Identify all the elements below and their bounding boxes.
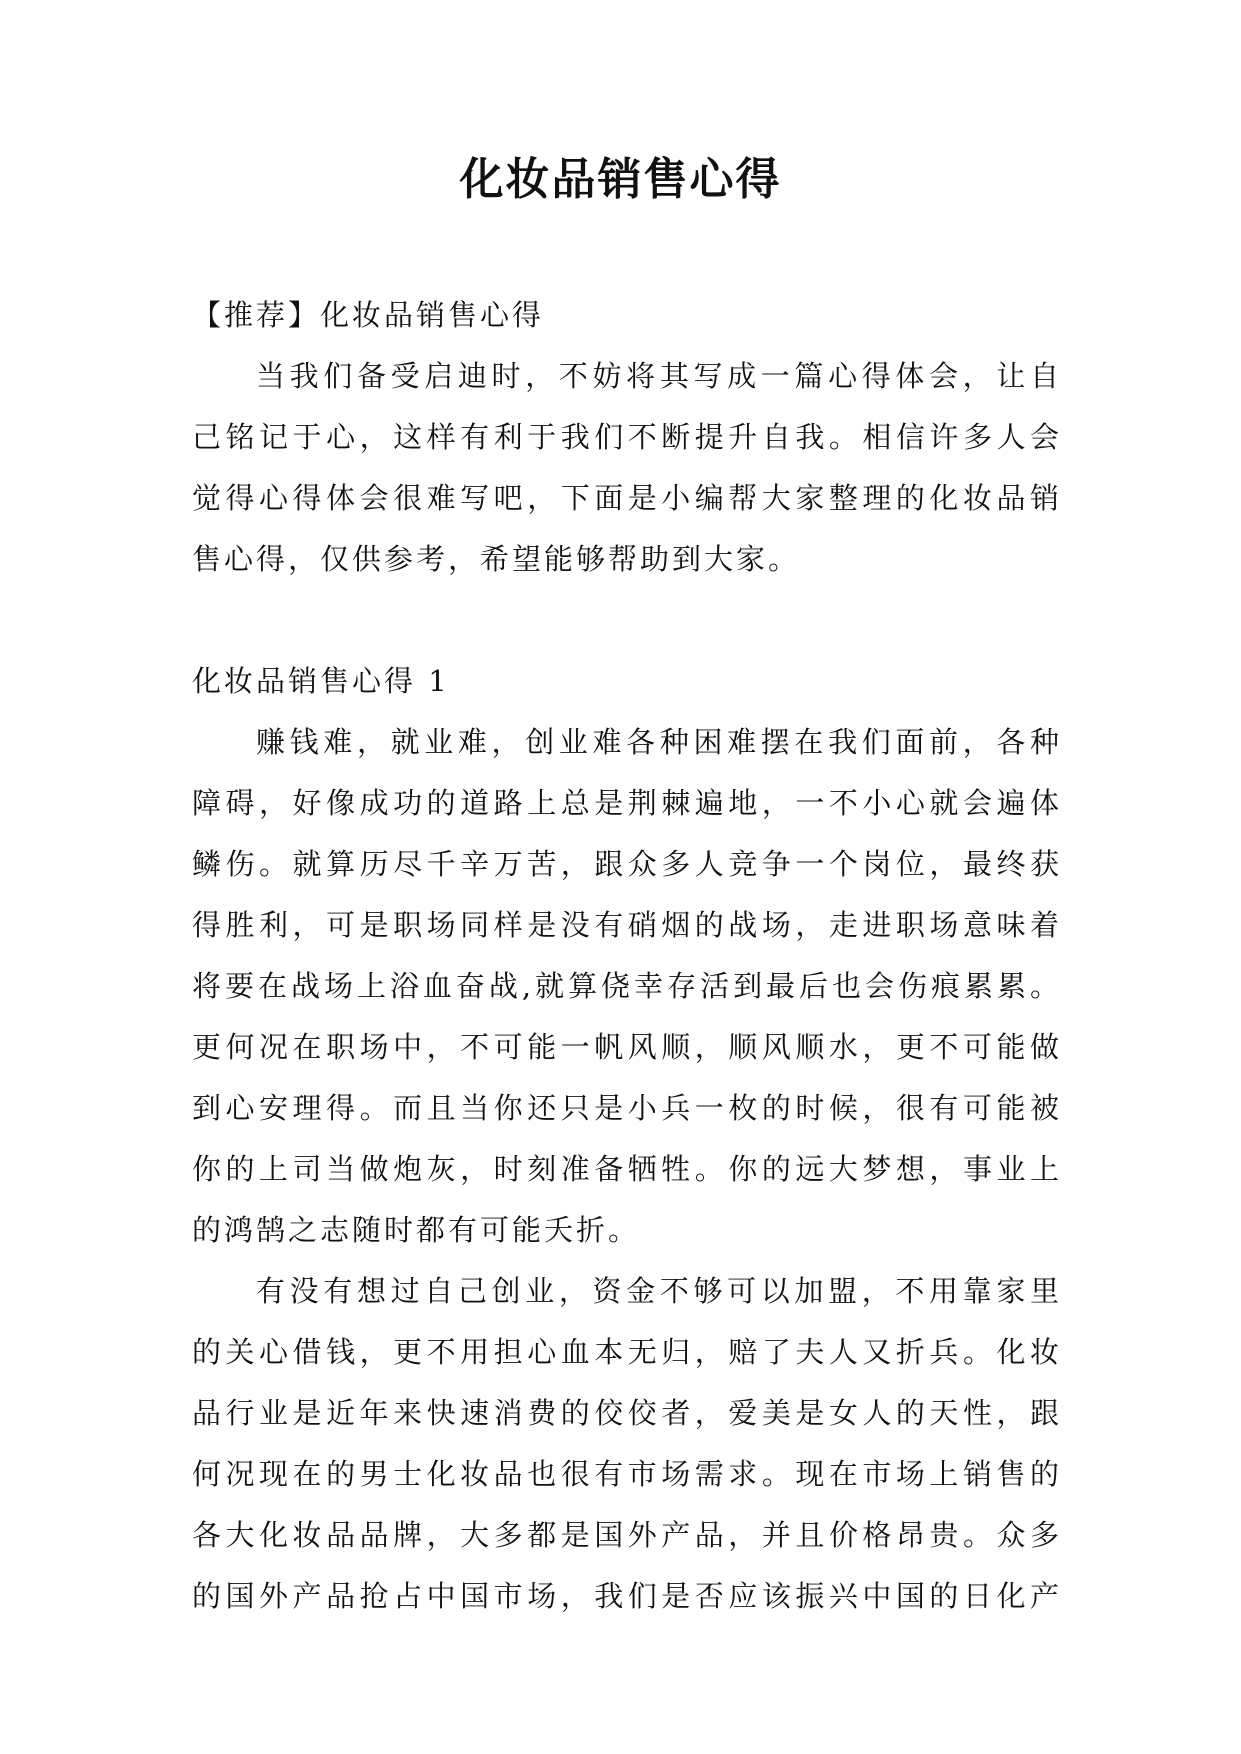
document-body	[192, 285, 1062, 1627]
text-line: 觉得心得体会很难写吧，下面是小编帮大家整理的化妆品销	[192, 481, 1062, 515]
document-title: 化妆品销售心得	[459, 154, 782, 205]
text-line: 你的上司当做炮灰，时刻准备牺牲。你的远大梦想，事业上	[192, 1152, 1062, 1186]
text-line: 赚钱难，就业难，创业难各种困难摆在我们面前，各种	[256, 725, 1062, 759]
text-line: 将要在战场上浴血奋战,就算侥幸存活到最后也会伤痕累累。	[192, 969, 1062, 1003]
text-line: 的国外产品抢占中国市场，我们是否应该振兴中国的日化产	[192, 1579, 1062, 1613]
text-line: 【推荐】化妆品销售心得	[192, 298, 545, 332]
text-line: 各大化妆品品牌，大多都是国外产品，并且价格昂贵。众多	[192, 1518, 1062, 1552]
blank-line	[192, 590, 1062, 651]
text-line: 有没有想过自己创业，资金不够可以加盟，不用靠家里	[256, 1274, 1062, 1308]
text-line: 障碍，好像成功的道路上总是荆棘遍地，一不小心就会遍体	[192, 786, 1062, 820]
text-line: 鳞伤。就算历尽千辛万苦，跟众多人竞争一个岗位，最终获	[192, 847, 1062, 881]
text-line: 的关心借钱，更不用担心血本无归，赔了夫人又折兵。化妆	[192, 1335, 1062, 1369]
text-line: 己铭记于心，这样有利于我们不断提升自我。相信许多人会	[192, 420, 1062, 454]
text-line: 何况现在的男士化妆品也很有市场需求。现在市场上销售的	[192, 1457, 1062, 1491]
text-line: 的鸿鹄之志随时都有可能夭折。	[192, 1213, 641, 1247]
text-line: 更何况在职场中，不可能一帆风顺，顺风顺水，更不可能做	[192, 1030, 1062, 1064]
text-line: 到心安理得。而且当你还只是小兵一枚的时候，很有可能被	[192, 1091, 1062, 1125]
text-line: 得胜利，可是职场同样是没有硝烟的战场，走进职场意味着	[192, 908, 1062, 942]
text-line: 售心得，仅供参考，希望能够帮助到大家。	[192, 542, 801, 576]
section-heading: 化妆品销售心得 1	[192, 664, 450, 698]
text-line: 品行业是近年来快速消费的佼佼者，爱美是女人的天性，跟	[192, 1396, 1062, 1430]
text-line: 当我们备受启迪时，不妨将其写成一篇心得体会，让自	[256, 359, 1062, 393]
